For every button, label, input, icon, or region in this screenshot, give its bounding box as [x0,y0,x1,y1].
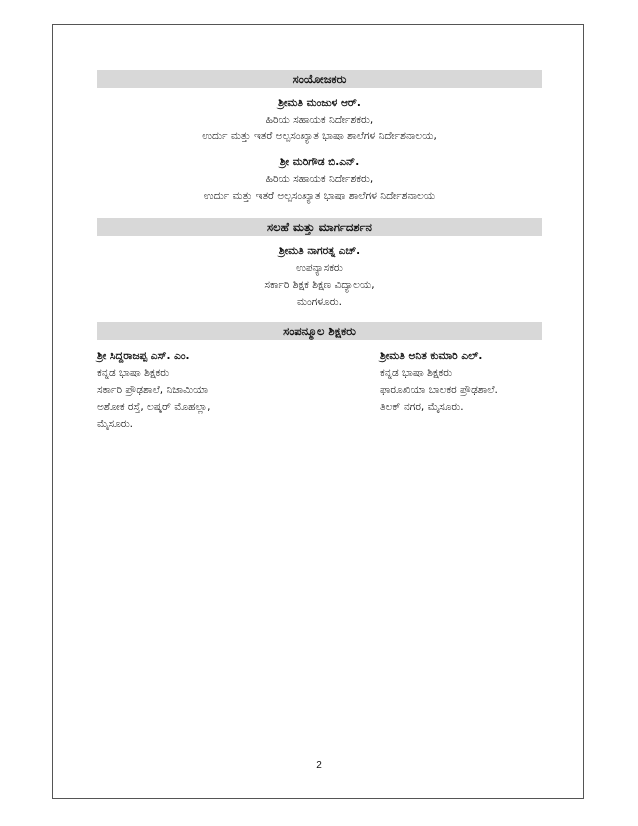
teacher-line: ಕನ್ನಡ ಭಾಷಾ ಶಿಕ್ಷಕರು [380,367,453,379]
section-heading-coordinators: ಸಂಯೋಜಕರು [97,70,542,88]
teacher-line: ಮೈಸೂರು. [97,418,134,430]
coordinator-1-office: ಉರ್ದು ಮತ್ತು ಇತರೆ ಅಲ್ಪಸಂಖ್ಯಾತ ಭಾಷಾ ಶಾಲೆಗಳ ನಿರ್ದೇಶನಾಲಯ, [202,130,437,142]
teacher-line: ತಿಲಕ್ ನಗರ, ಮೈಸೂರು. [380,401,464,413]
coordinator-1-name: ಶ್ರೀಮತಿ ಮಂಜುಳ ಆರ್. [278,97,361,109]
section-heading-guidance: ಸಲಹೆ ಮತ್ತು ಮಾರ್ಗದರ್ಶನ [97,218,542,236]
coordinator-2-name: ಶ್ರೀ ಮರಿಗೌಡ ಬಿ.ಎನ್. [279,156,360,168]
guidance-line: ಮಂಗಳೂರು. [297,296,342,308]
guidance-name: ಶ್ರೀಮತಿ ನಾಗರತ್ನ ಎಚ್. [278,245,361,257]
teacher-line: ಕನ್ನಡ ಭಾಷಾ ಶಿಕ್ಷಕರು [97,367,170,379]
resource-teacher-right [380,348,498,416]
coordinator-2-office: ಉರ್ದು ಮತ್ತು ಇತರೆ ಅಲ್ಪಸಂಖ್ಯಾತ ಭಾಷಾ ಶಾಲೆಗಳ ನಿರ್ದೇಶನಾಲಯ [203,190,436,202]
guidance-line: ಸರ್ಕಾರಿ ಶಿಕ್ಷಕ ಶಿಕ್ಷಣ ವಿದ್ಯಾಲಯ, [264,279,375,291]
page-number: 2 [316,760,322,771]
teacher-line: ಫಾರೂಖಿಯಾ ಬಾಲಕರ ಪ್ರೌಢಶಾಲೆ. [380,384,498,396]
resource-teacher-left [97,348,210,433]
teacher-line: ಸರ್ಕಾರಿ ಪ್ರೌಢಶಾಲೆ, ನಿಜಾಮಿಯಾ [97,384,209,396]
guidance-line: ಉಪನ್ಯಾಸಕರು [296,262,343,274]
teacher-name: ಶ್ರೀ ಸಿದ್ದರಾಜಪ್ಪ ಎಸ್. ಎಂ. [97,350,190,362]
coordinator-2-designation: ಹಿರಿಯ ಸಹಾಯಕ ನಿರ್ದೇಶಕರು, [265,173,374,185]
teacher-line: ಅಶೋಕ ರಸ್ತೆ, ಲಷ್ಕರ್ ಮೊಹಲ್ಲಾ, [97,401,211,413]
section-heading-resource-teachers: ಸಂಪನ್ಮೂಲ ಶಿಕ್ಷಕರು [97,322,542,340]
teacher-name: ಶ್ರೀಮತಿ ಅನಿತ ಕುಮಾರಿ ಎಲ್. [380,350,483,362]
coordinator-1-designation: ಹಿರಿಯ ಸಹಾಯಕ ನಿರ್ದೇಶಕರು, [265,114,374,126]
